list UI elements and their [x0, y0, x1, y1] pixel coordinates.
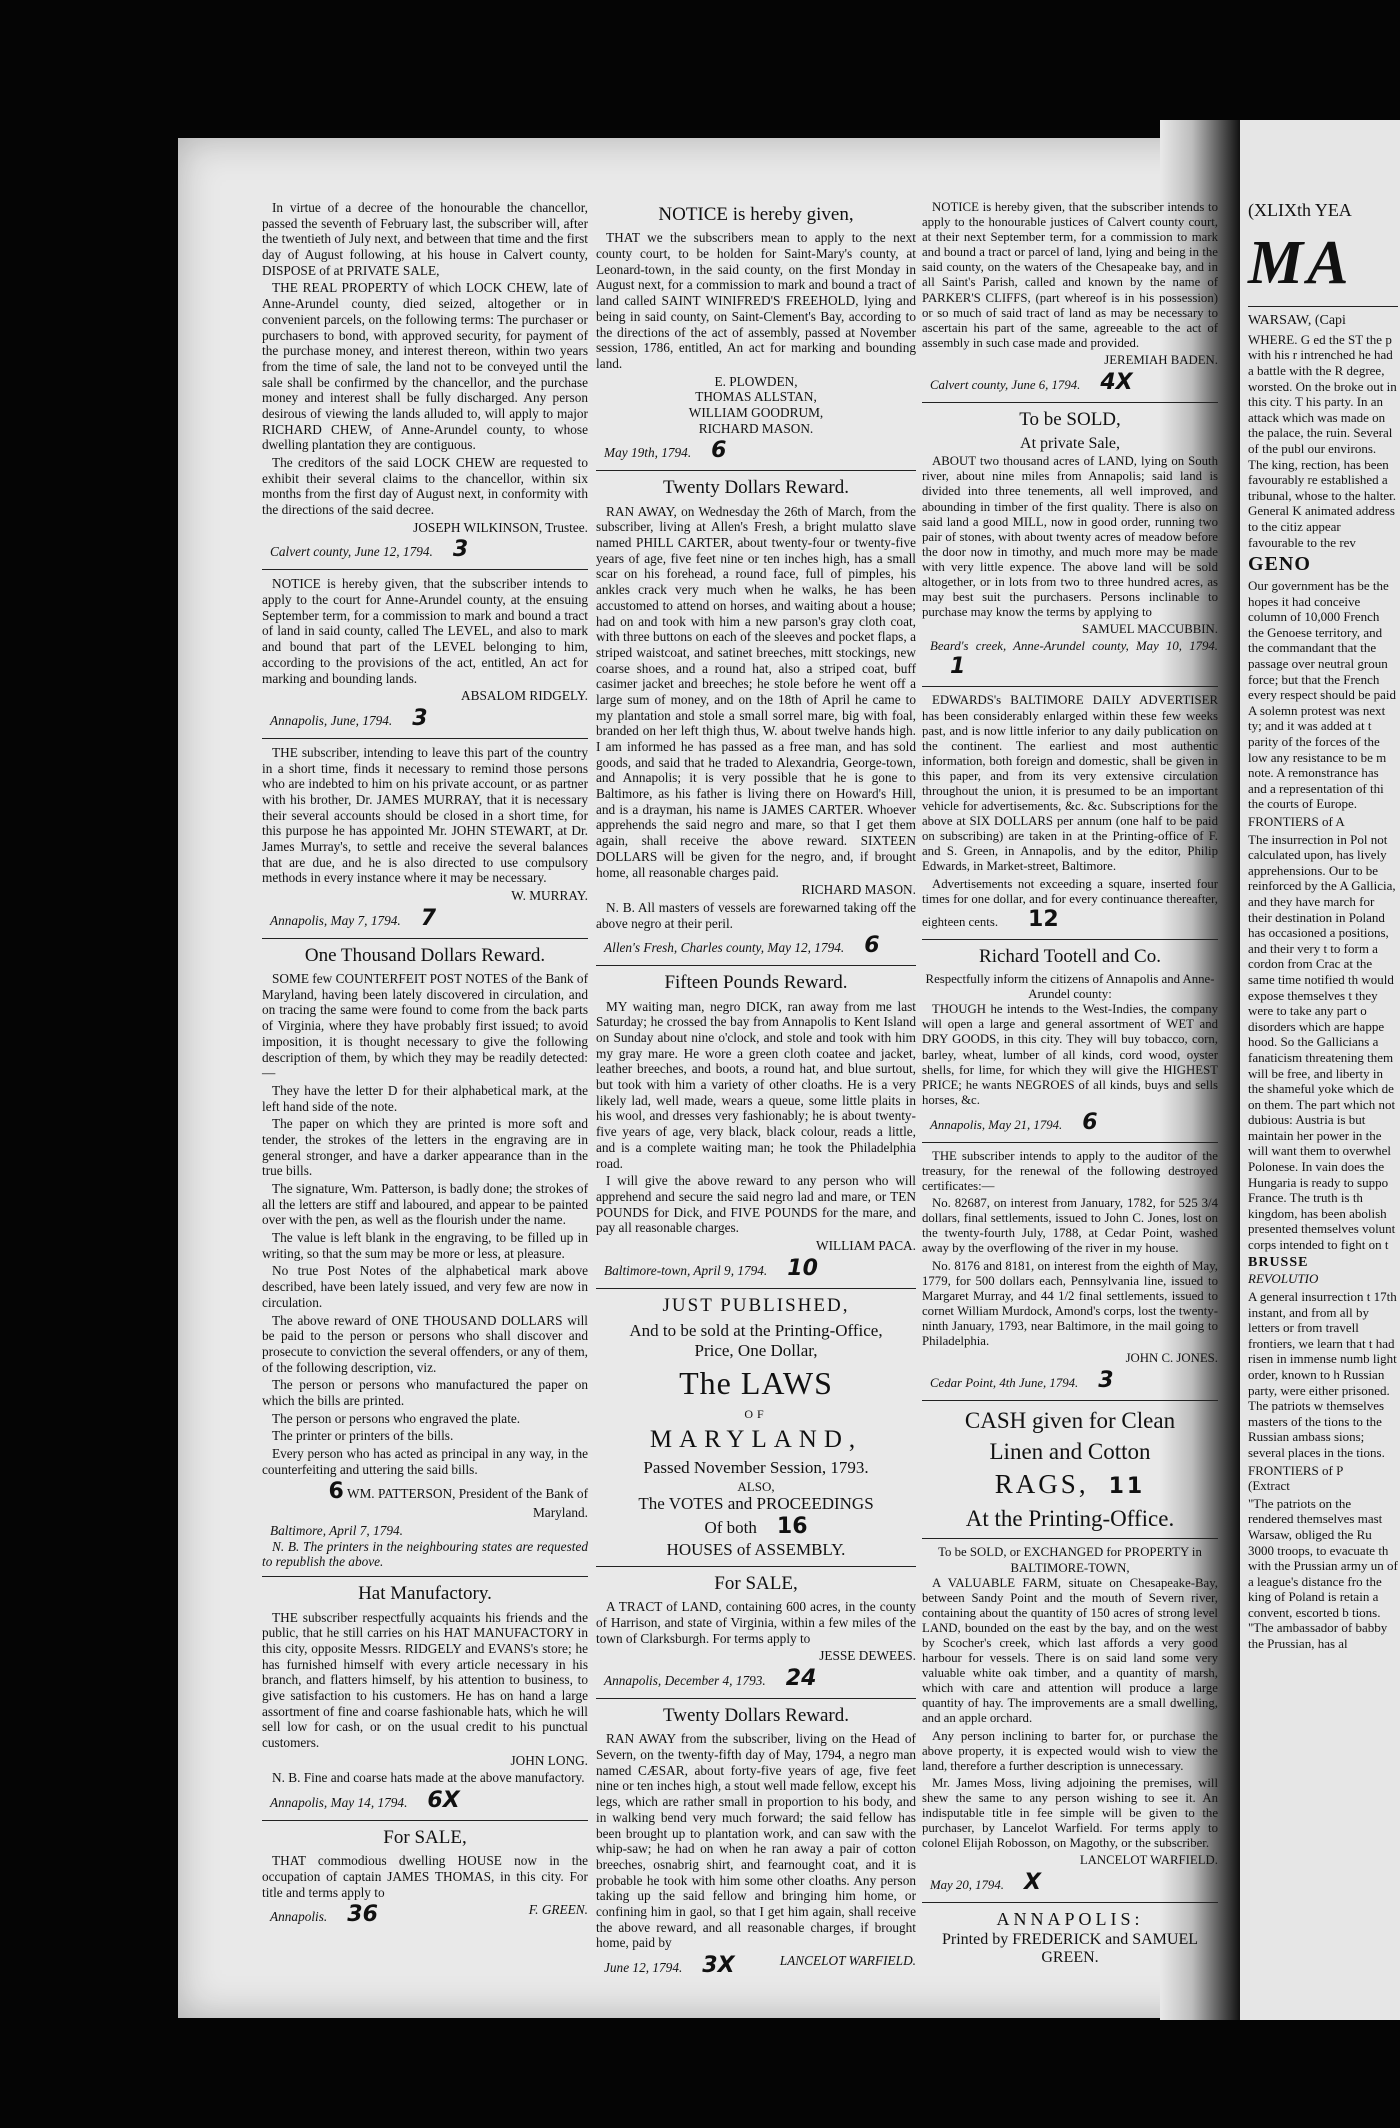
ad-date: Annapolis, June, 1794. 3 [270, 705, 428, 731]
ad-heading: Hat Manufactory. [358, 1583, 492, 1605]
signer: WILLIAM GOODRUM, [688, 404, 824, 420]
ad-note: N. B. Fine and coarse hats made at the above manufactory. [272, 1770, 585, 1786]
ad-heading: For SALE, [383, 1827, 467, 1849]
publication-line: And to be sold at the Printing-Office, [629, 1320, 883, 1340]
publication-line: OF [744, 1406, 768, 1421]
ad-text: No. 8176 and 8181, on interest from the eighth of May, 1779, for 500 dollars each, Pennsylvania line, issued to Margaret Murray, and 44 1/2 final settlements, issued to cornet William Murdock, Amond's corps, lost the twenty-ninth January, 1793, near Baltimore, in the mail going to Philadelphia. [922, 1258, 1218, 1349]
next-page-heading: FRONTIERS of P [1248, 1462, 1344, 1478]
ad-heading: Linen and Cotton [989, 1439, 1151, 1465]
ad-text: The signature, Wm. Patterson, is badly done; the strokes of all the letters are stiff and laboured, and appear to be painted over with the pen, as well as the flourish under the name. [262, 1181, 588, 1228]
ad-text: THE subscriber respectfully acquaints his friends and the public, that he still carries on his HAT MANUFACTORY in this city, opposite Messrs. RIDGELY and EVANS's store; he has furnished himself with every article necessary in his branch, and flatters himself, by his attention to business, to give satisfaction to his customers. He has on hand a large assortment of fine and coarse fashionable hats, which he will sell low for cash, or on the usual credit to his punctual customers. [262, 1609, 588, 1750]
ad-text: THE subscriber, intending to leave this part of the country in a short time, finds it necessary to remind those persons who are indebted to him on his private account, or as partner with his brother, Dr. JAMES MURRAY, that it is necessary their several accounts should be closed in a short time, for this purpose he has appointed Mr. JOHN STEWART, at Dr. James Murray's, to settle and receive the several balances that are due, and he is also directed to use compulsory methods in every instance where it may be necessary. [262, 744, 588, 886]
ad-caesar [596, 1731, 916, 1979]
ad-signature: W. MURRAY. [511, 888, 588, 904]
ad-text: A VALUABLE FARM, situate on Chesapeake-Bay, between Sandy Point and the mouth of Severn river, containing about the quantity of 150 acres of strong level LAND, bounded on the east by the bay, and on the west by Scocher's creek, which last affords a very good harbour for vessels. There is on said land some very valuable white oak timber, and a quantity of marsh, which with care and attention will produce a large quantity of hay. The improvements are a small dwelling, and an apple orchard. [922, 1575, 1218, 1726]
column-3 [922, 200, 1218, 1968]
handwritten-number: 16 [776, 1513, 808, 1539]
imprint-printers: Printed by FREDERICK and SAMUEL GREEN. [942, 1930, 1198, 1967]
ad-parkers-cliffs [922, 200, 1218, 396]
ad-text: NOTICE is hereby given, that the subscriber intends to apply to the honourable justices of Calvert county court, at their next September term, for a commission to mark and bound a tract or parcel of land, lying and being in the said county, on the waters of the Chesapeake bay, and in all Saint's Parish, called and known by the name of PARKER'S CLIFFS, (part whereof is in his possession) or so much of said tract of land as may be necessary to ascertain his part of the same, agreeable to the act of assembly in such case made and provided. [922, 200, 1218, 350]
publication-line: JUST PUBLISHED, [662, 1294, 850, 1316]
handwritten-number: 6X [427, 1788, 460, 1814]
divider [1248, 306, 1398, 307]
ad-heading: Fifteen Pounds Reward. [664, 972, 848, 994]
divider [262, 738, 588, 739]
ad-ridgely [262, 576, 588, 731]
ad-text: In virtue of a decree of the honourable the chancellor, passed the seventh of February last, the subscriber will, after the twentieth of July next, and between that time and the first day of August following, at his house in Calvert county, DISPOSE of at PRIVATE SALE, [262, 200, 588, 278]
ad-text: The printer or printers of the bills. [272, 1428, 454, 1444]
next-page-paragraph: WHERE. G ed the ST the p with his r intrenched he had a battle with the R degree, worsted. On the broke out in this city. T his party. In an attack which was made on the palace, the ruin. Several of the publ our environs. The king, rection, has been favourably re established a tribunal, whose to the halter. General K animated address to the citiz appear favourable to the rev [1248, 331, 1397, 550]
ad-text: THE subscriber intends to apply to the auditor of the treasury, for the renewal of the following destroyed certificates:— [922, 1148, 1218, 1194]
ad-laws-of-maryland [596, 1295, 916, 1560]
ad-tract-of-land [596, 1599, 916, 1692]
ad-text: RAN AWAY, on Wednesday the 26th of March, from the subscriber, living at Allen's Fresh, a bright mulatto slave named PHILL CARTER, about twenty-four or twenty-five years of age, five feet nine or ten inches high, has a small scar on his forehead, a round face, full of pimples, his ankles crack very much when he walks, he has been accustomed to attend on horses, and waiting about a house; had on and took with him a new parson's gray cloth coat, with three buttons on each of the sleeves and pocket flaps, a striped waistcoat, and satinet breeches, mitt stockings, new coarse shoes, and a round hat, also a striped coat, buff casimer jacket and breeches; he stole before he went off a large sum of money, and on the 18th of April he came to my plantation and stole a small sorrel mare, big with foal, branded on her left thigh thus, W. about twelve hands high. I am informed he has passed as a free man, and has sold goods, and said that he traded to Alexandria, George-town, and Annapolis; it is very possible that he is gone to Baltimore, as his father is living there on Howard's Hill, and is a drayman, his name is JAMES CARTER. Whoever apprehends the said negro and mare, so that I get them again, shall receive the above reward. SIXTEEN DOLLARS will be given for the negro, and, if brought home, all reasonable charges paid. [596, 503, 916, 880]
ad-subheading: At private Sale, [1020, 435, 1120, 453]
ad-date: Baltimore, April 7, 1794. [270, 1523, 403, 1539]
column-1 [262, 200, 588, 1934]
imprint-city: ANNAPOLIS: [996, 1909, 1144, 1930]
ad-text: THAT we the subscribers mean to apply to the next county court, to be holden for Saint-Mary's county, at Leonard-town, in the said county, on the first Monday in August next, for a commission to mark and bound a tract of land called SAINT WINIFRED'S FREEHOLD, lying and being in said county, on Saint-Clement's Bay, according to the directions of the act of assembly, passed at November session, 1786, entitled, An act for marking and bounding land. [596, 230, 916, 371]
ad-date: Annapolis, May 21, 1794. 6 [930, 1109, 1098, 1135]
ad-date: Calvert county, June 6, 1794. 4X [930, 370, 1133, 396]
ad-murray [262, 745, 588, 932]
handwritten-number: 36 [347, 1902, 378, 1928]
ad-heading: Twenty Dollars Reward. [663, 1705, 849, 1727]
handwritten-number: 6 [864, 933, 880, 959]
publication-line: The VOTES and PROCEEDINGS [638, 1493, 874, 1513]
divider [596, 965, 916, 966]
ad-heading: One Thousand Dollars Reward. [304, 944, 546, 966]
ad-text: Any person inclining to barter for, or purchase the above property, it is expected would wish to view the land, therefore a further description is unnecessary. [922, 1728, 1218, 1773]
ad-date: May 19th, 1794. 6 [604, 438, 727, 464]
handwritten-number: 11 [1108, 1474, 1146, 1500]
ad-valuable-farm [922, 1576, 1218, 1897]
ad-text: The value is left blank in the engraving, to be filled up in writing, so that the sum may be more or less, at pleasure. [262, 1230, 588, 1261]
ad-signature: RICHARD MASON. [801, 882, 916, 898]
ad-heading: Twenty Dollars Reward. [663, 477, 849, 499]
column-2 [596, 200, 916, 1985]
signer: RICHARD MASON. [698, 420, 814, 436]
divider [262, 569, 588, 570]
next-page-text [1248, 200, 1398, 1654]
ad-date: Allen's Fresh, Charles county, May 12, 1794. 6 [604, 933, 880, 959]
ad-south-river-land [922, 454, 1218, 680]
ad-date: Annapolis, May 14, 1794. 6X [270, 1788, 460, 1814]
ad-text: The above reward of ONE THOUSAND DOLLARS will be paid to the person or persons who shall discover and prosecute to conviction the several offenders, or any of them, of the following description, viz. [262, 1312, 588, 1375]
ad-text: Every person who has acted as principal in any way, in the counterfeiting and uttering the said bills. [262, 1446, 588, 1477]
divider [262, 1576, 588, 1577]
ad-date: Annapolis, December 4, 1793. 24 [604, 1666, 817, 1692]
next-page-heading: GENO [1248, 553, 1311, 576]
ad-heading: To be SOLD, [1019, 408, 1121, 430]
ad-text: The paper on which they are printed is more soft and tender, the strokes of the letters in the engraving are in general stronger, and have a darker appearance than in the true bills. [262, 1116, 588, 1179]
next-page-year: (XLIXth YEA [1248, 200, 1352, 220]
publication-line: Price, One Dollar, [694, 1341, 818, 1361]
next-page-masthead: MA [1248, 228, 1353, 297]
ad-date: Calvert county, June 12, 1794. 3 [270, 537, 469, 563]
next-page-paragraph: Our government has be the hopes it had conceive column of 10,000 French the Genoese territory, and the commandant that the passage over neutral groun force; but that the French every respect should be paid A solemn protest was next ty; and it was added at t parity of the forces of the low any resistance to be m note. A remonstrance has and a representation of thi the courts of Europe. [1248, 578, 1397, 812]
next-page-paragraph: The insurrection in Pol not calculated upon, has lively apprehensions. Our to be reinforced by the A Gallicia, and they have march for their destination in Poland has occasioned a positions, and their very t to form a cordon from Crac at the same time notified th would expose themselves t they were to take any part o disorders which are happe hood. So the Gallicians a fanaticism threatening them will be free, and liberty in the shameful yoke which de on them. The part which not dubious: Austria is but maintain her power in the will want them to overwhel Polonese. In vain does the Hungaria is ready to suppo France. The truth is th kingdom, has been abolish presented themselves volunt corps intended to fight on t [1248, 831, 1396, 1253]
ad-saint-winifred [596, 230, 916, 464]
ad-signature: WILLIAM PACA. [816, 1237, 916, 1253]
ad-heading: At the Printing-Office. [965, 1506, 1175, 1532]
ad-text: I will give the above reward to any person who will apprehend and secure the said negro lad and mare, or TEN POUNDS for Dick, and FIVE POUNDS for the mare, and pay all reasonable charges. [596, 1173, 916, 1236]
ad-house-for-sale [262, 1853, 588, 1928]
ad-text: THAT commodious dwelling HOUSE now in the occupation of captain JAMES THOMAS, in this city. For title and terms apply to [262, 1853, 588, 1900]
ad-signature: SAMUEL MACCUBBIN. [1081, 622, 1218, 637]
ad-tootell [922, 1002, 1218, 1136]
next-page-heading: REVOLUTIO [1248, 1271, 1319, 1287]
ad-text: ABOUT two thousand acres of LAND, lying on South river, about nine miles from Annapolis; said land is divided into three tenements, all well improved, and abounding in timber of the first quality. There is also on said land a good MILL, now in good order, running two pair of stones, with about twenty acres of meadow before the door now in timothy, and much more may be made with very little expence. The above land will be sold altogether, or in lots from two to three hundred acres, as may best suit the purchasers. Persons inclinable to purchase may know the terms by applying to [922, 454, 1218, 620]
ad-text: They have the letter D for their alphabetical mark, at the left hand side of the note. [262, 1082, 588, 1114]
ad-counterfeit-notes [262, 971, 588, 1570]
handwritten-number: 3X [702, 1953, 735, 1979]
ad-heading: Richard Tootell and Co. [979, 945, 1161, 967]
divider [596, 1698, 916, 1699]
divider [596, 1566, 916, 1567]
handwritten-number: 6 [1082, 1109, 1098, 1135]
ad-text: NOTICE is hereby given, that the subscriber intends to apply to the court for Anne-Arundel county, at the ensuing September term, for a commission to mark and bound a tract of land in said county, called The LEVEL, and also to mark and bound that part of the LEVEL belonging to him, according to the provisions of the act, entitled, An act for marking and bounding lands. [262, 576, 588, 686]
next-page-heading: BRUSSE [1248, 1254, 1309, 1270]
divider [922, 686, 1218, 687]
next-page-paragraph: "The patriots on the rendered themselves mast Warsaw, obliged the Ru 3000 troops, to evacuate th with the Prussian army un of a league's distance fro the king of Poland is retain a convent, escorted b tions. "The ambassador of babby the Prussian, has al [1248, 1495, 1398, 1652]
ad-text: Mr. James Moss, living adjoining the premises, will shew the same to any person wishing to see it. An indisputable title in fee simple will be given to the purchaser, by Lancelot Warfield. For terms apply to colonel Elijah Robosson, on Magothy, or the subscriber. [922, 1775, 1218, 1851]
divider [922, 1142, 1218, 1143]
ad-cash-for-rags [922, 1407, 1218, 1532]
handwritten-number: 24 [785, 1666, 817, 1692]
ad-text: A TRACT of LAND, containing 600 acres, in the county of Harrison, and state of Virginia, within a few miles of the town of Clarksburgh. For terms apply to [596, 1599, 916, 1646]
next-page-paragraph: A general insurrection t 17th instant, and from all by letters or from travell frontiers, we learn that t had risen in immense numb light order, known to h Russian party, were either prisoned. The patriots w themselves masters of the tions to the Russian ambass sions; several places in the tions. [1248, 1289, 1397, 1460]
ad-date: June 12, 1794. 3X LANCELOT WARFIELD. [604, 1953, 916, 1979]
ad-phill-carter [596, 504, 916, 960]
handwritten-number: 3 [452, 537, 469, 563]
divider [922, 1400, 1218, 1401]
ad-signature: JOHN C. JONES. [1125, 1351, 1218, 1366]
ad-signature: ABSALOM RIDGELY. [461, 688, 588, 704]
ad-note: N. B. All masters of vessels are forewarned taking off the above negro at their peril. [596, 899, 916, 931]
publication-line: HOUSES of ASSEMBLY. [666, 1539, 846, 1559]
publication-line: Passed November Session, 1793. [643, 1458, 869, 1478]
ad-heading: To be SOLD, or EXCHANGED for PROPERTY in BALTIMORE-TOWN, [938, 1545, 1202, 1575]
handwritten-number: 6 [711, 438, 727, 464]
handwritten-number: X [1023, 1870, 1041, 1896]
ad-date: Annapolis, May 7, 1794. 7 [270, 905, 437, 931]
ad-hat-manufactory [262, 1610, 588, 1815]
ad-note: N. B. The printers in the neighbouring states are requested to republish the above. [262, 1538, 588, 1570]
divider [922, 1902, 1218, 1903]
ad-text: The creditors of the said LOCK CHEW are requested to exhibit their several claims to the chancellor, within six months from the first day of August next, in conformity with the directions of the said decree. [262, 455, 588, 518]
handwritten-number: 10 [787, 1255, 818, 1281]
ad-signature: LANCELOT WARFIELD. [1079, 1853, 1218, 1868]
signer: E. PLOWDEN, [714, 373, 798, 389]
publication-line: ALSO, [737, 1478, 775, 1494]
ad-text: The person or persons who engraved the plate. [272, 1410, 521, 1426]
ad-date: Cedar Point, 4th June, 1794. 3 [930, 1368, 1114, 1394]
handwritten-number: 6 [328, 1479, 344, 1505]
ad-text: No true Post Notes of the alphabetical mark above described, have been lately issued, and very few are now in circulation. [262, 1263, 588, 1310]
ad-heading: RAGS, 11 [994, 1469, 1146, 1500]
ad-date: Annapolis. 36 F. GREEN. [270, 1902, 588, 1928]
next-page-heading: WARSAW, (Capi [1248, 312, 1346, 328]
divider [596, 1288, 916, 1289]
ad-signature: 6 WM. PATTERSON, President of the Bank of Maryland. [328, 1479, 588, 1521]
ad-signature: JOSEPH WILKINSON, Trustee. [413, 519, 588, 535]
publication-title: The LAWS [679, 1365, 833, 1402]
ad-subheading: Respectfully inform the citizens of Annapolis and Anne-Arundel county: [925, 972, 1215, 1002]
ad-text: The person or persons who manufactured the paper on which the bills are printed. [262, 1377, 588, 1408]
handwritten-number: 4X [1100, 370, 1133, 396]
ad-date: May 20, 1794. X [930, 1870, 1041, 1896]
ad-heading: CASH given for Clean [964, 1408, 1176, 1434]
ad-text: EDWARDS's BALTIMORE DAILY ADVERTISER has been considerably enlarged within these few weeks past, and is now little inferior to any daily publication on the continent. The earliest and most authentic information, both foreign and domestic, shall be given in this paper, and from its very extensive circulation throughout the union, it is presumed to be an important vehicle for advertisements, &c. &c. Subscriptions for the above at SIX DOLLARS per annum (one half to be paid on subscribing) are taken in at the Printing-office of F. and S. Green, in Annapolis, and by the editor, Philip Edwards, in Market-street, Baltimore. [922, 693, 1218, 874]
ad-daily-advertiser [922, 693, 1218, 932]
ad-text: MY waiting man, negro DICK, ran away from me last Saturday; he crossed the bay from Annapolis to Kent Island on Sunday about nine o'clock, and stole and took with him my gray mare. He wore a green cloth coatee and jacket, leather breeches, and boots, a round hat, and blue surtout, but took with him a variety of other cloaths. He is a very likely lad, well made, wears a queue, some little plaits in his wool, and dresses very fashionably; he is about twenty-five years of age, very black, black colour, reads a little, and is a complete waiting man; he took the Philadelphia road. [596, 998, 916, 1171]
ad-negro-dick [596, 999, 916, 1282]
ad-text: THE REAL PROPERTY of which LOCK CHEW, late of Anne-Arundel county, died seized, altogether or in convenient parcels, on the following terms: The purchaser or purchasers to bond, with approved security, for payment of the purchase money, and interest thereon, within two years from the time of sale, the land not to be conveyed until the sale shall be confirmed by the chancellor, and the purchase money and interest shall be fully discharged. Any person desirous of viewing the lands alluded to, will apply to major RICHARD CHEW, of Anne-Arundel county, to whose dwelling plantation they are contiguous. [262, 280, 588, 453]
ad-text: Advertisements not exceeding a square, inserted four times for one dollar, and for every continuance thereafter, eighteen cents. 12 [922, 876, 1218, 932]
ad-signature: JESSE DEWEES. [819, 1648, 916, 1664]
publication-title: MARYLAND, [649, 1425, 863, 1453]
ad-text: THOUGH he intends to the West-Indies, the company will open a large and general assortment of WET and DRY GOODS, in this city. They will buy tobacco, corn, barley, wheat, lumber of all kinds, cord wood, oyster shells, for lime, for which they will give the HIGHEST PRICE; he wants NEGROES of all kinds, buys and sells horses, &c. [922, 1002, 1218, 1107]
ad-text: SOME few COUNTERFEIT POST NOTES of the Bank of Maryland, having been lately discovered in circulation, and on tracing the same were found to come from the back parts of Virginia, where they have probably first issued; to avoid imposition, it is thought necessary to give the following description of them, by which they may be readily detected:— [262, 971, 588, 1081]
ad-date: Beard's creek, Anne-Arundel county, May 10, 1794.1 [930, 639, 1218, 680]
publication-line: Of both 16 [704, 1513, 808, 1539]
divider [922, 402, 1218, 403]
divider [922, 939, 1218, 940]
ad-lock-chew [262, 200, 588, 563]
handwritten-number: 3 [412, 705, 428, 731]
ad-text: No. 82687, on interest from January, 1782, for 525 3/4 dollars, final settlements, issued to John C. Jones, lost on the twenty-fourth July, 1788, at Cedar Point, washed away by the overflowing of the river in my house. [922, 1196, 1218, 1256]
ad-certificates [922, 1149, 1218, 1394]
ad-heading: For SALE, [714, 1572, 798, 1594]
divider [262, 938, 588, 939]
handwritten-number: 1 [950, 654, 966, 680]
divider [596, 470, 916, 471]
handwritten-number: 7 [420, 905, 437, 931]
imprint [922, 1909, 1218, 1968]
divider [922, 1538, 1218, 1539]
ad-text: RAN AWAY from the subscriber, living on the Head of Severn, on the twenty-fifth day of May, 1794, a negro man named CÆSAR, about forty-five years of age, five feet nine or ten inches high, a stout well made fellow, except his legs, which are rather small in proportion to his body, and in walking bend very much forward; the said fellow has been brought up to plantation work, and can saw with the whip-saw; he had on when he ran away a pair of cotton breeches, osnabrig shirt, and fearnought coat, and it is probable he took with him some other cloaths. Any person taking up the said fellow and bringing him home, or confining him in gaol, so that I get him again, shall receive the above reward, and all reasonable charges, if brought home, paid by [596, 1731, 916, 1951]
ad-date: Baltimore-town, April 9, 1794. 10 [604, 1255, 818, 1281]
divider [262, 1820, 588, 1821]
next-page-heading: FRONTIERS of A [1248, 814, 1345, 829]
signer: THOMAS ALLSTAN, [695, 389, 817, 405]
ad-heading: NOTICE is hereby given, [658, 204, 854, 225]
next-page-heading: (Extract [1248, 1478, 1290, 1494]
ad-signature: JEREMIAH BADEN. [1104, 352, 1218, 367]
handwritten-number: 3 [1098, 1368, 1114, 1394]
handwritten-number: 12 [1028, 906, 1059, 932]
ad-signature: JOHN LONG. [510, 1752, 588, 1768]
